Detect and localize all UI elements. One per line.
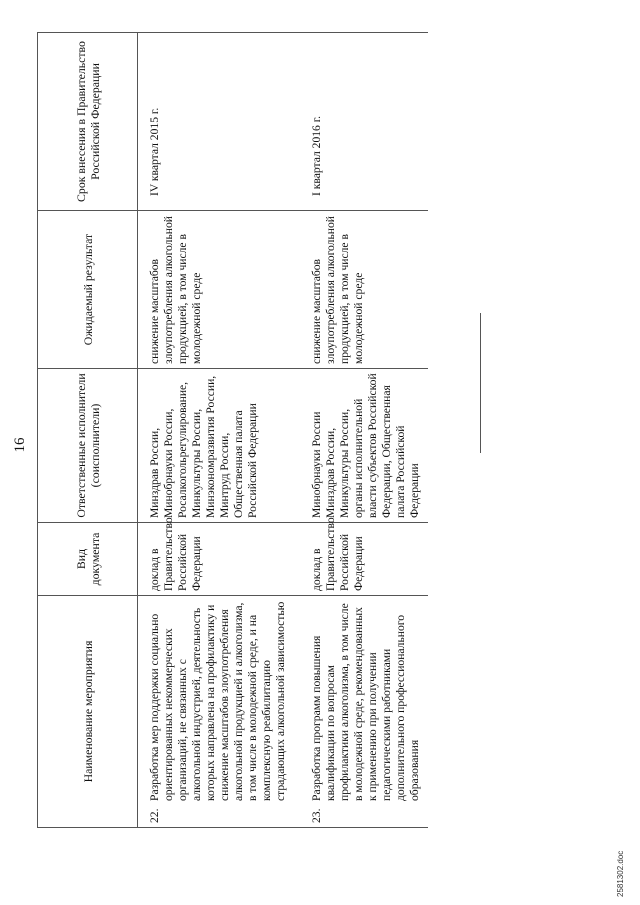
header-result: Ожидаемый результат xyxy=(38,211,138,369)
header-doc-type: Вид документа xyxy=(38,523,138,596)
deadline-cell: I квартал 2016 г. xyxy=(294,33,428,211)
doc-type-cell: доклад в Правительство Российской Федерации xyxy=(294,523,428,596)
doc-type-cell: доклад в Правительство Российской Федерации xyxy=(138,523,295,596)
row-number: 22. xyxy=(148,808,161,823)
measure-name: Разработка программ повышения квалификации по вопросам профилактики алкоголизма, в том числе в молодежной среде, рекомендованных к применению при получении педагогическими работниками дополнительного профессионального образования xyxy=(310,603,421,801)
result-cell: снижение масштабов злоупотребления алкогольной продукцией, в том числе в молодежной среде xyxy=(138,211,295,369)
table-header-row xyxy=(38,33,138,828)
table-row xyxy=(294,33,428,828)
header-deadline: Срок внесения в Правительство Российской Федерации xyxy=(38,33,138,211)
header-executors: Ответственные исполнители (соисполнители) xyxy=(38,369,138,523)
row-number: 23. xyxy=(310,808,323,823)
separator-line xyxy=(480,313,481,453)
measures-table xyxy=(37,32,428,828)
executors-cell: Минобрнауки России Минздрав России, Минкультуры России, органы исполнительной власти субъектов Российской Федерации, Общественная палата Российской Федерации xyxy=(294,369,428,523)
page-number: 16 xyxy=(12,437,28,453)
document-code: 2581302.doc xyxy=(616,850,625,897)
deadline-cell: IV квартал 2015 г. xyxy=(138,33,295,211)
result-cell: снижение масштабов злоупотребления алкогольной продукцией, в том числе в молодежной среде xyxy=(294,211,428,369)
measure-name-cell xyxy=(138,596,295,828)
executors-cell: Минздрав России, Минобрнауки России, Росалкогольрегулирование, Минкультуры России, Минэкономразвития России, Минтруд России, Общественная палата Российской Федерации xyxy=(138,369,295,523)
table-row xyxy=(138,33,295,828)
header-name: Наименование мероприятия xyxy=(38,596,138,828)
measure-name: Разработка мер поддержки социально ориентированных некоммерческих организаций, не связанных с алкогольной индустрией, деятельность которых направлена на профилактику и снижение масштабов злоупотребления алкогольной продукцией и алкоголизма, в том числе в молодежной среде, и на комплексную реабилитацию страдающих алкогольной зависимостью xyxy=(148,601,287,801)
measure-name-cell xyxy=(294,596,428,828)
